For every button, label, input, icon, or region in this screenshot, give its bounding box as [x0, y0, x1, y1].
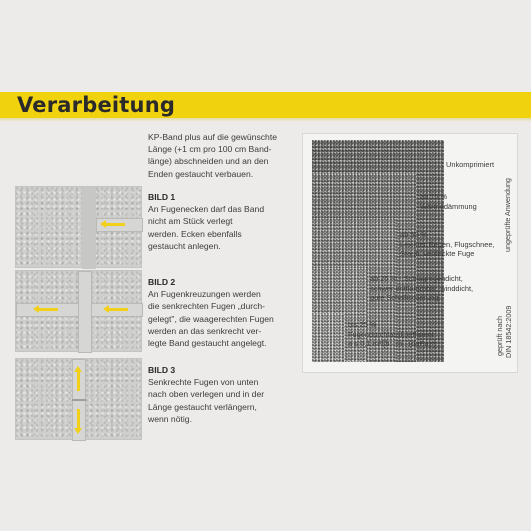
step-2-heading: BILD 2: [148, 277, 176, 287]
step-line: gestaucht anlegen.: [148, 240, 221, 251]
level-line: Staub, verdeckte Fuge: [400, 249, 475, 259]
vertical-joint: [82, 187, 96, 269]
band-seam: [72, 399, 86, 401]
level-label: [370, 274, 473, 303]
level-line: gute Schallisolierung: [370, 293, 439, 303]
norm-label-line-1: geprüft nach: [495, 316, 504, 356]
intro-text: [148, 131, 277, 180]
page-title: Verarbeitung: [17, 93, 176, 117]
intro-line: KP-Band plus auf die gewünschte: [148, 132, 277, 142]
level-label: [348, 320, 436, 349]
step-line: legte Band gestaucht angelegt.: [148, 338, 267, 349]
step-1-heading: BILD 1: [148, 192, 176, 202]
step-line: werden an das senkrecht ver-: [148, 325, 262, 336]
level-line: Unkomprimiert: [446, 160, 495, 169]
arrow-up-icon: [77, 371, 80, 391]
untested-use-label: ungeprüfte Anwendung: [503, 178, 512, 252]
level-label: [420, 192, 477, 211]
compression-panel: [302, 133, 518, 373]
intro-line: Enden gestaucht verbauen.: [148, 168, 254, 179]
figure-2-image: [15, 270, 142, 352]
arrow-left-icon: [108, 308, 128, 311]
step-line: An Fugenecken darf das Band: [148, 204, 265, 215]
figure-1-image: [15, 186, 142, 268]
level-line: Leichter Regen, Flugschnee,: [400, 239, 495, 249]
arrow-left-icon: [105, 223, 125, 226]
arrow-down-icon: [77, 409, 80, 429]
step-line: nach oben verlegen und in der: [148, 389, 265, 400]
step-2-text: [148, 276, 274, 349]
level-line: schwer entflammbar, winddicht,: [370, 283, 474, 293]
intro-line: Länge (+1 cm pro 100 cm Band-: [148, 144, 272, 155]
title-band-shadow: [0, 118, 531, 122]
arrow-left-icon: [38, 308, 58, 311]
step-line: die senkrechten Fugen „durch-: [148, 301, 266, 312]
step-1-text: [148, 191, 264, 252]
step-line: Länge gestaucht verlängern,: [148, 401, 257, 412]
level-line: Wärmedämmung: [420, 201, 477, 211]
step-line: nicht am Stück verlegt: [148, 216, 233, 227]
step-line: wenn nötig.: [148, 413, 192, 424]
intro-line: länge) abschneiden und an den: [148, 156, 269, 167]
compression-block-under-25: [312, 314, 344, 362]
vertical-band: [78, 271, 92, 353]
level-line: ab 75 %: [420, 192, 448, 201]
norm-label-line-2: DIN 18542:2009: [504, 305, 513, 358]
level-line: ab 50 %: [400, 230, 428, 239]
level-label: [446, 160, 494, 170]
level-line: Fugendurchlasskoeffizient: [348, 329, 434, 339]
step-line: Senkrechte Fugen von unten: [148, 377, 259, 388]
step-3-text: [148, 364, 264, 425]
step-line: werden. Ecken ebenfalls: [148, 228, 242, 239]
level-line: ab 25 % - Schlagregendicht,: [370, 274, 463, 283]
step-3-heading: BILD 3: [148, 365, 176, 375]
figure-3-image: [15, 358, 142, 440]
step-line: gelegt", die waagerechten Fugen: [148, 313, 274, 324]
step-line: An Fugenkreuzungen werden: [148, 289, 261, 300]
level-line: bis 25 %: [348, 320, 377, 329]
level-line: a ≤ 0,1 m³/[h · m · (daPa)ⁿ]: [348, 339, 436, 349]
level-label: [400, 230, 495, 259]
